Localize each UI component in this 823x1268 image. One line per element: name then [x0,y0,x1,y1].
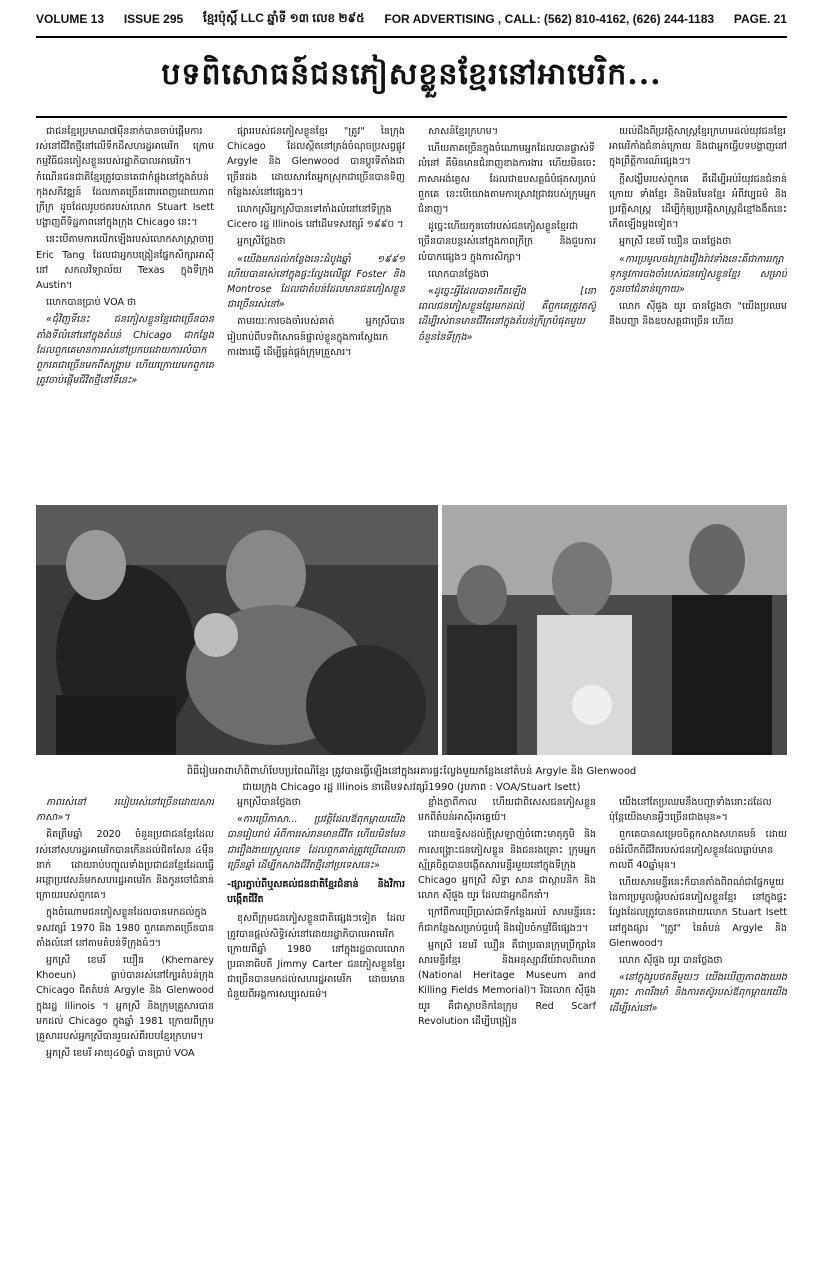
brand-label: ខ្មែរប៉ុស្តិ៍ LLC ឆ្នាំទី ១៣ លេខ ២៩៥ [202,11,365,25]
article-paragraph: «ការប្រើភាសា... ប្រវត្តិដែលឪពុកម្តាយយើងបានរៀបរាប់ អំពីការរស់រានមានជីវិត ហើយមិនមែនជារឿងងាយស្រួលទេ ដែលពួកគាត់ត្រូវប្រើពេលជាច្រើនឆ្នាំ ដើម្បីកសាងជីវិតថ្មីនៅប្រទេសនេះ» [227,814,405,871]
article-paragraph: ដូច្នេះហើយកូនចៅរបស់ជនភៀសខ្លួនខ្មែរជាច្រើនបានបន្តរស់នៅក្នុងភាពក្រីក្រ និងជួបការលំបាកផ្សេងៗ ក្នុងការសិក្សា។ [418,221,596,263]
top-column-4 [609,124,787,502]
article-paragraph: «យើងមកដល់កន្លែងនេះដំបូងឆ្នាំ ១៩៩១ ហើយបានរស់នៅក្នុងផ្ទះល្វែងលើផ្លូវ Foster និង Montrose ដែលជាតំបន់ដែលមានជនភៀសខ្លួនជាច្រើនរស់នៅ» [227,253,405,311]
article-paragraph: គិតត្រឹមឆ្នាំ 2020 ចំនួនប្រជាជនខ្មែរដែលរស់នៅសហរដ្ឋអាមេរិកបានកើនដល់ជិតសែន ៤ម៉ឺននាក់ ដោយរាប់បញ្ចូលទាំងប្រជាជនខ្មែរដែលធ្វើអន្តោប្រវេសន៍មកសហរដ្ឋអាមេរិក និងកូនចៅជំនាន់ក្រោយរបស់ពួកគេ។ [36,829,214,902]
headline-bar [36,36,787,118]
caption-line-1: ពិធីរៀបអាពាហ៍ពិពាហ៍បែបប្រពៃណីខ្មែរ ត្រូវបានធ្វើឡើងនៅក្នុងអគារផ្ទះល្វែងមួយកន្លែងនៅតំបន់ Argyle និង Glenwood [186,766,637,777]
top-columns [36,124,787,502]
article-paragraph: អ្នកស្រី ខេមរី ឃឿន បានថ្លែងថា [619,236,732,248]
article-paragraph: ខ្លាំងក្លាពីកាល ហើយជាពិសេសជនភៀសខ្លួនមកពីតំបន់អាស៊ីអាគ្នេយ៍។ [418,797,596,824]
article-paragraph: អ្នកស្រីបានថ្លែងថា [237,797,301,808]
photo-wedding-ceremony [36,505,438,755]
masthead [36,8,787,30]
caption-line-2: ជាយក្រុង Chicago រដ្ឋ Illinois នាដើមទសវត្សរ៍1990 (រូបភាព : VOA/Stuart Isett) [242,782,581,793]
section-subhead: -ផ្សារភ្ជាប់ពីឬសគល់ជនជាតិខ្មែរជំនាន់ និងវិការបង្កើតជីវិត [227,879,405,906]
bottom-column-2 [227,795,405,1255]
advertising-label: FOR ADVERTISING , CALL: (562) 810-4162, (626) 244-1183 [384,12,715,26]
photo-groom-procession [442,505,787,755]
page-number: PAGE. 21 [733,12,787,26]
bottom-columns [36,795,787,1255]
bottom-column-4 [609,795,787,1255]
top-column-1 [36,124,214,502]
article-paragraph: «ការប្រមូលចងក្រងរឿងរ៉ាវទាំងនេះគឺជាការរក្សាទុកនូវការចងចាំរបស់ជនភៀសខ្លួនខ្មែរ សម្រាប់កូនចៅជំនាន់ក្រោយ» [609,253,787,296]
article-paragraph: យើងនៅតែប្រឈមនឹងបញ្ហាទាំងនោះដដែល ប៉ុន្តែយើងមានអ្វីៗច្រើនជាងមុន»។ [609,797,772,824]
top-column-3 [418,124,596,502]
article-paragraph: ក្រៅពីការប្រើប្រាស់ជាទីកន្លែងអប់រំ សារមន្ទីរនេះក៏ជាកន្លែងសម្រាប់ជួបជុំ និងរៀបចំកម្មវិធីផ្សេងៗ។ [418,907,596,934]
article-paragraph: ផ្សាររបស់ជនភៀសខ្លួនខ្មែរ "ត្រូវ" នៃក្រុង Chicago ដែលស្ថិតនៅត្រង់ចំណុចប្រសព្វផ្លូវ Argyle និង Glenwood បានប្តូរទីតាំងជាច្រើនដង ដោយសារតែអ្នកស្រុកជាច្រើនបានទិញកន្លែងរស់នៅផ្សេងៗ។ [227,126,405,198]
article-paragraph: សាសន៍ខ្មែរក្រហម។ [428,126,499,137]
article-paragraph: ហើយសារមន្ទីរនេះក៏បានតាំងពិពណ៌ជាផ្នែកមួយនៃការប្រមូលផ្តុំរបស់ជនភៀសខ្លួនខ្មែរ នៅក្នុងផ្ទះល្វែងដែលត្រូវបានថតដោយលោក Stuart Isett នៅក្នុងផ្សារ "ត្រូវ" នៃតំបន់ Argyle និង Glenwood។ [609,877,787,949]
article-paragraph: លោក ស៊ីផួង យូរ បានថ្លែងថា [619,955,723,967]
article-paragraph: លោកបានថ្លែងថា [428,268,489,280]
article-paragraph: យល់ដឹងពីប្រវត្តិសាស្ត្រខ្មែរក្រហមដល់យុវជនខ្មែរអាមេរិកាំងជំនាន់ក្រោយ និងជាអ្នកធ្វើបទបង្ហាញនៅក្នុងព្រឹត្តិការណ៍ផ្សេងៗ។ [609,126,787,168]
article-paragraph: អ្នកស្រី ខេមរី ឃឿន គឺជាប្រធានក្រុមប្រឹក្សានៃសារមន្ទីរខ្មែរ និងអនុស្សាវរីយ៍វាលពិឃាត (National Heritage Museum and Killing Fields Memorial)។ រីឯលោក ស៊ីផួង យូរ គឺជាស្ថាបនិកនៃក្រុម Red Scarf Revolution ដើម្បីបង្រៀន [418,939,596,1027]
article-paragraph: ខុសពីក្រុមជនភៀសខ្លួនជាតិផ្សេងៗទៀត ដែលត្រូវបានផ្តល់សិទ្ធិរស់នៅដោយរដ្ឋាភិបាលអាមេរិក ក្រោយពីឆ្នាំ 1980 នៅក្នុងរដ្ឋបាលលោកប្រធានាធិបតី Jimmy Carter ជនភៀសខ្លួនខ្មែរជាច្រើនបានមកដល់សហរដ្ឋអាមេរិក ដោយមានជំនួយពីអង្គការសប្បុរសធម៌។ [227,913,405,1001]
article-paragraph: លោក ស៊ីផួង យូរ បានថ្លែងថា "យើងប្រឈមនឹងបញ្ហា និងឧបសគ្គជាច្រើន ហើយ [609,301,787,328]
article-paragraph: អ្នកស្រី ខេមរី ឃឿន (Khemarey Khoeun) ធ្លាប់បានរស់នៅក្បែរតំបន់ក្រុង Chicago ជិតតំបន់ Argyle និង Glenwood ក្នុងរដ្ឋ Illinois ។ អ្នកស្រី និងក្រុមគ្រួសារបានមកដល់ Chicago ក្នុងឆ្នាំ 1981 ក្រោយពីក្រុមគ្រួសាររបស់អ្នកស្រីបានរួចរស់ពីរបបខ្មែរក្រហម។ [36,955,214,1043]
article-paragraph: ដោយឧទ្ទិសដល់ក្តីស្រឡាញ់ចំពោះមាតុភូមិ និងការសង្គ្រោះជនភៀសខ្លួន និងជនរងគ្រោះ ក្រុមអ្នកស្ម័គ្រចិត្តបានបង្កើតសារមន្ទីរមួយនៅក្នុងទីក្រុង Chicago អ្នកស្រី សិទ្ធា សាន ជាស្ថាបនិក និងលោក ស៊ីផួង យូរ ដែលជាអ្នកដឹកនាំ។ [418,829,596,902]
bottom-column-1 [36,795,214,1255]
article-paragraph: ហើយភាគច្រើនក្នុងចំណោមអ្នកដែលបានផ្លាស់ទីលំនៅ គឺមិនមានជំនាញខាងការងារ ហើយមិនចេះភាសាអង់គ្លេស ដែលជាឧបសគ្គធំបំផុតសម្រាប់ពួកគេ នេះបើយោងតាមការស្រាវជ្រាវរបស់ក្រុមអ្នកជំនាញ។ [418,143,596,216]
article-paragraph: តាមរយៈការចងចាំរបស់គាត់ អ្នកស្រីបានរៀបរាប់ពីបទពិសោធន៍ផ្ទាល់ខ្លួនក្នុងការស្វែងរកការងារធ្វើ ដើម្បីផ្គត់ផ្គង់ក្រុមគ្រួសារ។ [227,316,405,358]
article-paragraph: «ដូច្នេះអ្វីដែលបានកើតឡើង [នៅពេលជនភៀសខ្លួនខ្មែរមកដល់] គឺពួកគេត្រូវតស៊ូ ដើម្បីរស់រានមានជីវិតនៅក្នុងតំបន់ក្រីក្របំផុតមួយចំនួននៃទីក្រុង» [418,286,596,343]
issue-label: ISSUE 295 [123,12,184,26]
article-paragraph: ក្តីសង្ឃឹមរបស់ពួកគេ គឺដើម្បីអប់រំយុវជនជំនាន់ក្រោយ ទាំងខ្មែរ និងមិនមែនខ្មែរ អំពីវប្បធម៌ និងប្រវត្តិសាស្ត្រ ដើម្បីកុំឲ្យប្រវត្តិសាស្ត្រដ៏ខ្មៅងងឹតនេះកើតឡើងម្តងទៀត។ [609,173,787,231]
headline: បទពិសោធន៍ជនភៀសខ្លួនខ្មែរនៅអាមេរិក... [161,57,662,92]
article-paragraph: ភាពរស់នៅ របៀបរស់នៅច្រើនដោយសារភាសា»។ [36,797,214,824]
article-paragraph: អ្នកស្រី ខេមរី អាយុ៤0ឆ្នាំ បានប្រាប់ VOA [46,1048,195,1060]
top-column-2 [227,124,405,502]
article-paragraph: អ្នកស្រីថ្លែងថា [237,236,286,248]
article-paragraph: លោកស្រីអ្នកស្រីបានទៅតាំងលំនៅនៅទីក្រុង Cicero រដ្ឋ Illinois នៅដើមទសវត្សរ៍ ១៩៩០ ។ [227,204,404,231]
article-paragraph: ក្នុងចំណោមជនភៀសខ្លួនដែលបានមកដល់ក្នុងទសវត្សរ៍ 1970 និង 1980 ពួកគេភាគច្រើនបានតាំងលំនៅ នៅតាមតំបន់ទីក្រុងធំៗ។ [36,907,214,949]
article-paragraph: ជាជនខ្មែរប្រមាណ៧ម៉ឺននាក់បានចាប់ផ្តើមការរស់នៅជីវិតថ្មីនៅលើទឹកដីសហរដ្ឋអាមេរិក ក្រោមកម្មវិធីជនភៀសខ្លួនរបស់រដ្ឋាភិបាលអាមេរិក។ កំណើនជនជាតិខ្មែរត្រូវបានគេជាកំផ្លុងនៅក្នុងតំបន់កុងសភិវឌ្ឍន៍ ដែលភាគច្រើនពោរពេញដោយភាពក្រីក្រ ដូចដែលរូបថតរបស់លោក Stuart Isett បង្ហាញពីទិដ្ឋភាពនៅក្នុងក្រុង Chicago នេះ។ [36,126,214,229]
photo-caption [36,764,787,796]
article-paragraph: «នៅក្នុងរូបថតនីមួយៗ យើងឃើញភាពងាយរងគ្រោះ ភាពរឹងមាំ និងការតស៊ូរបស់ឪពុកម្តាយយើង ដើម្បីរស់នៅ» [609,972,787,1014]
article-paragraph: ពួកគេបានសម្រេចចិត្តកសាងសហគមន៍ ដោយចង់រំលឹកពីជីវិតរបស់ជនភៀសខ្លួនដែលធ្លាប់មានកាលពី 40ឆ្នាំមុន។ [609,829,787,871]
volume-label: VOLUME 13 [36,12,105,26]
article-paragraph: នេះបើតាមការលើកឡើងរបស់លោកសាស្ត្រាចារ្យ Eric Tang ដែលជាអ្នកបង្រៀនផ្នែកសិក្សាអាស៊ីនៅ សកលវិទ្យាល័យ Texas ក្នុងទីក្រុង Austin។ [36,234,214,292]
article-paragraph: លោកបានប្រាប់ VOA ថា [46,297,137,309]
article-paragraph: «ជុំវិញទីនេះ ជនភៀសខ្លួនខ្មែរជាច្រើនបានតាំងទីលំនៅនៅក្នុងតំបន់ Chicago ជាកន្លែងដែលពួកគេមានការរស់នៅប្រកបដោយការលំបាក ពួកគេជាច្រើនមកពីសង្គ្រាម ហើយក្រោយមកពួកគេត្រូវចាប់ផ្តើមជីវិតថ្មីនៅទីនេះ» [36,314,214,387]
bottom-column-3 [418,795,596,1255]
